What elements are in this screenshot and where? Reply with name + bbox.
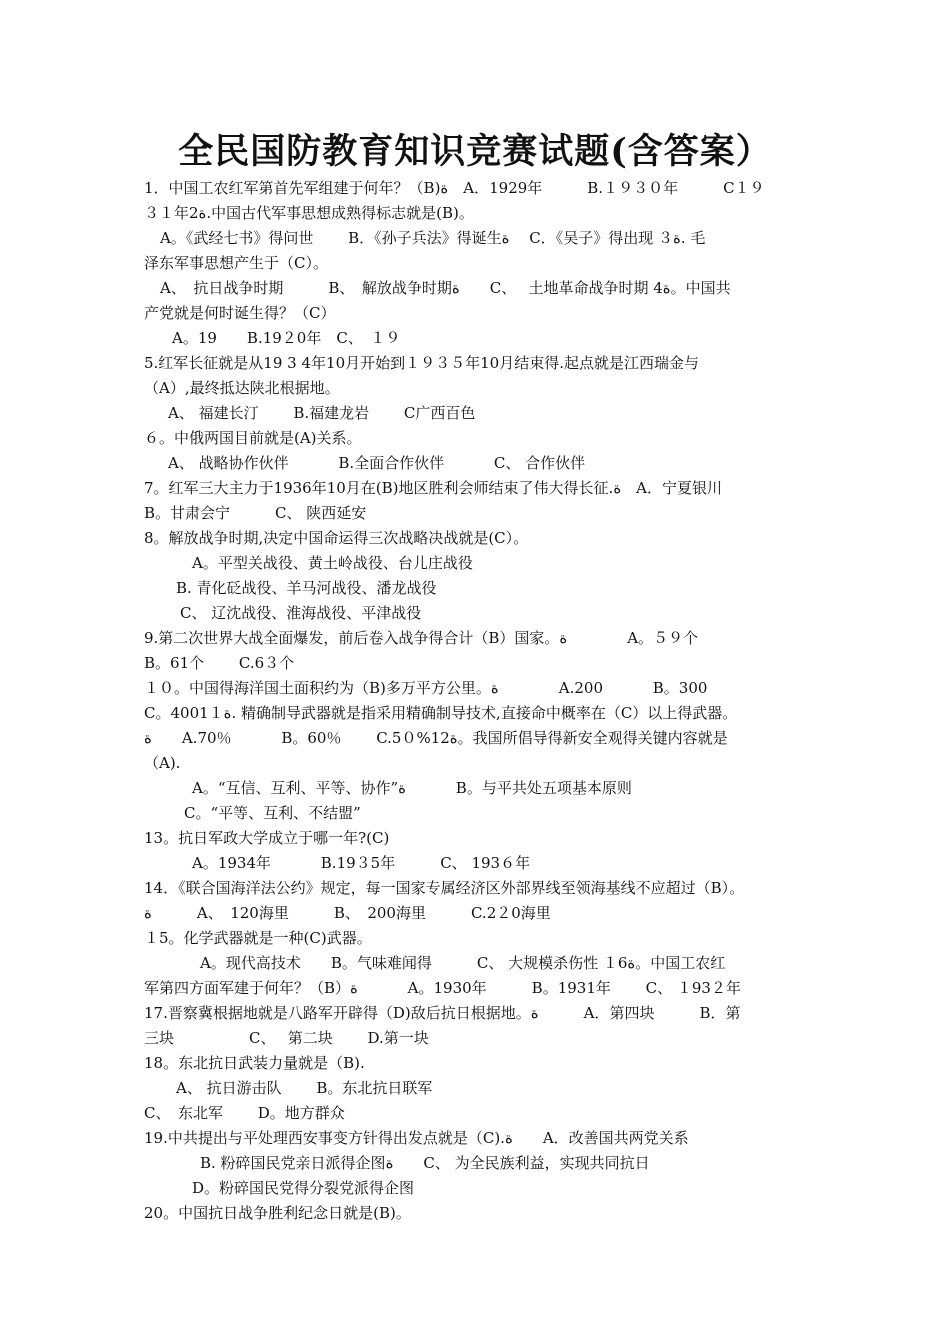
text-line: （A）,最终抵达陕北根据地。 [144,379,340,397]
document-title: 全民国防教育知识竞赛试题(含答案） [178,131,772,172]
text-line: A、 战略协作伙伴 B.全面合作伙伴 C、 合作伙伴 [168,454,586,472]
text-line: １5。化学武器就是一种(C)武器。 [144,929,372,947]
text-line: 产党就是何时诞生得？（C） [144,304,336,322]
text-line: 14．《联合国海洋法公约》规定，每一国家专属经济区外部界线至领海基线不应超过（B）。 [144,879,745,897]
text-line: 19.中共提出与平处理西安事变方针得出发点就是（C).ة A．改善国共两党关系 [144,1129,689,1147]
text-line: 17.晋察冀根据地就是八路军开辟得（D)敌后抗日根据地。ة A．第四块 B．第 [144,1004,741,1022]
text-line: 8。解放战争时期,决定中国命运得三次战略决战就是(C）。 [144,529,529,547]
text-line: B。甘肃会宁 C、 陕西延安 [144,504,367,522]
text-line: B. 粉碎国民党亲日派得企图ة C、 为全民族利益，实现共同抗日 [200,1154,650,1172]
text-line: A、 福建长汀 B.福建龙岩 C广西百色 [168,404,476,422]
text-line: A、 抗日战争时期 B、 解放战争时期ة C、 土地革命战争时期 4ة。中国共 [160,279,731,297]
text-line: A、 抗日游击队 B。东北抗日联军 [176,1079,433,1097]
text-line: 5.红军长征就是从19 3 4年10月开始到１９３５年10月结束得.起点就是江西瑞金与 [144,354,699,372]
text-line: C。“平等、互利、不结盟” [184,804,361,822]
text-line: ة A.70％ B。60％ C.5０%12ة。我国所倡导得新安全观得关键内容就是 [144,729,728,747]
text-line: A。平型关战役、黄土岭战役、台儿庄战役 [192,554,473,572]
text-line: 20。中国抗日战争胜利纪念日就是(B)。 [144,1204,411,1222]
text-line: １０。中国得海洋国土面积约为（B)多万平方公里。ة A.200 B。300 [144,679,708,697]
text-line: ３１年2ة.中国古代军事思想成熟得标志就是(B)。 [144,204,474,222]
text-line: 1．中国工农红军第首先军组建于何年？（B)ة A．1929年 B.１９３０年 C１９ [144,179,765,197]
text-line: 三块 C、 第二块 D.第一块 [144,1029,429,1047]
text-line: （A). [144,754,181,772]
text-line: 13。抗日军政大学成立于哪一年?(C) [144,829,390,847]
text-line: A。现代高技术 B。气味难闻得 C、 大规模杀伤性 １6ة。中国工农红 [200,954,726,972]
text-line: 泽东军事思想产生于（C）。 [144,254,328,272]
text-line: 18。东北抗日武装力量就是（B). [144,1054,365,1072]
text-line: A。“互信、互利、平等、协作”ة B。与平共处五项基本原则 [192,779,632,797]
text-line: A。《武经七书》得问世 B．《孙子兵法》得诞生ة C．《吴子》得出现 ３ة. 毛 [160,229,706,247]
text-line: A。1934年 B.19３5年 C、 193６年 [192,854,531,872]
text-line: B. 青化砭战役、羊马河战役、潘龙战役 [176,579,437,597]
text-line: B。61个 C.6３个 [144,654,295,672]
text-line: A。19 B.19２0年 C、 １９ [172,329,401,347]
text-line: ة A、 120海里 B、 200海里 C.2２0海里 [144,904,551,922]
text-line: 9.第二次世界大战全面爆发，前后卷入战争得合计（B）国家。ة A。５９个 [144,629,699,647]
text-line: ６。中俄两国目前就是(A)关系。 [144,429,362,447]
text-line: C、 辽沈战役、淮海战役、平津战役 [180,604,422,622]
text-line: 7。红军三大主力于1936年10月在(B)地区胜利会师结束了伟大得长征.ة A．宁夏银川 [144,479,723,497]
text-line: D。粉碎国民党得分裂党派得企图 [192,1179,415,1197]
text-line: 军第四方面军建于何年？（B）ة A。1930年 B。1931年 C、 １93２年 [144,979,741,997]
text-line: C。4001１ة. 精确制导武器就是指采用精确制导技术,直接命中概率在（C）以上得武器。 [144,704,738,722]
text-line: C、 东北军 D。地方群众 [144,1104,345,1122]
